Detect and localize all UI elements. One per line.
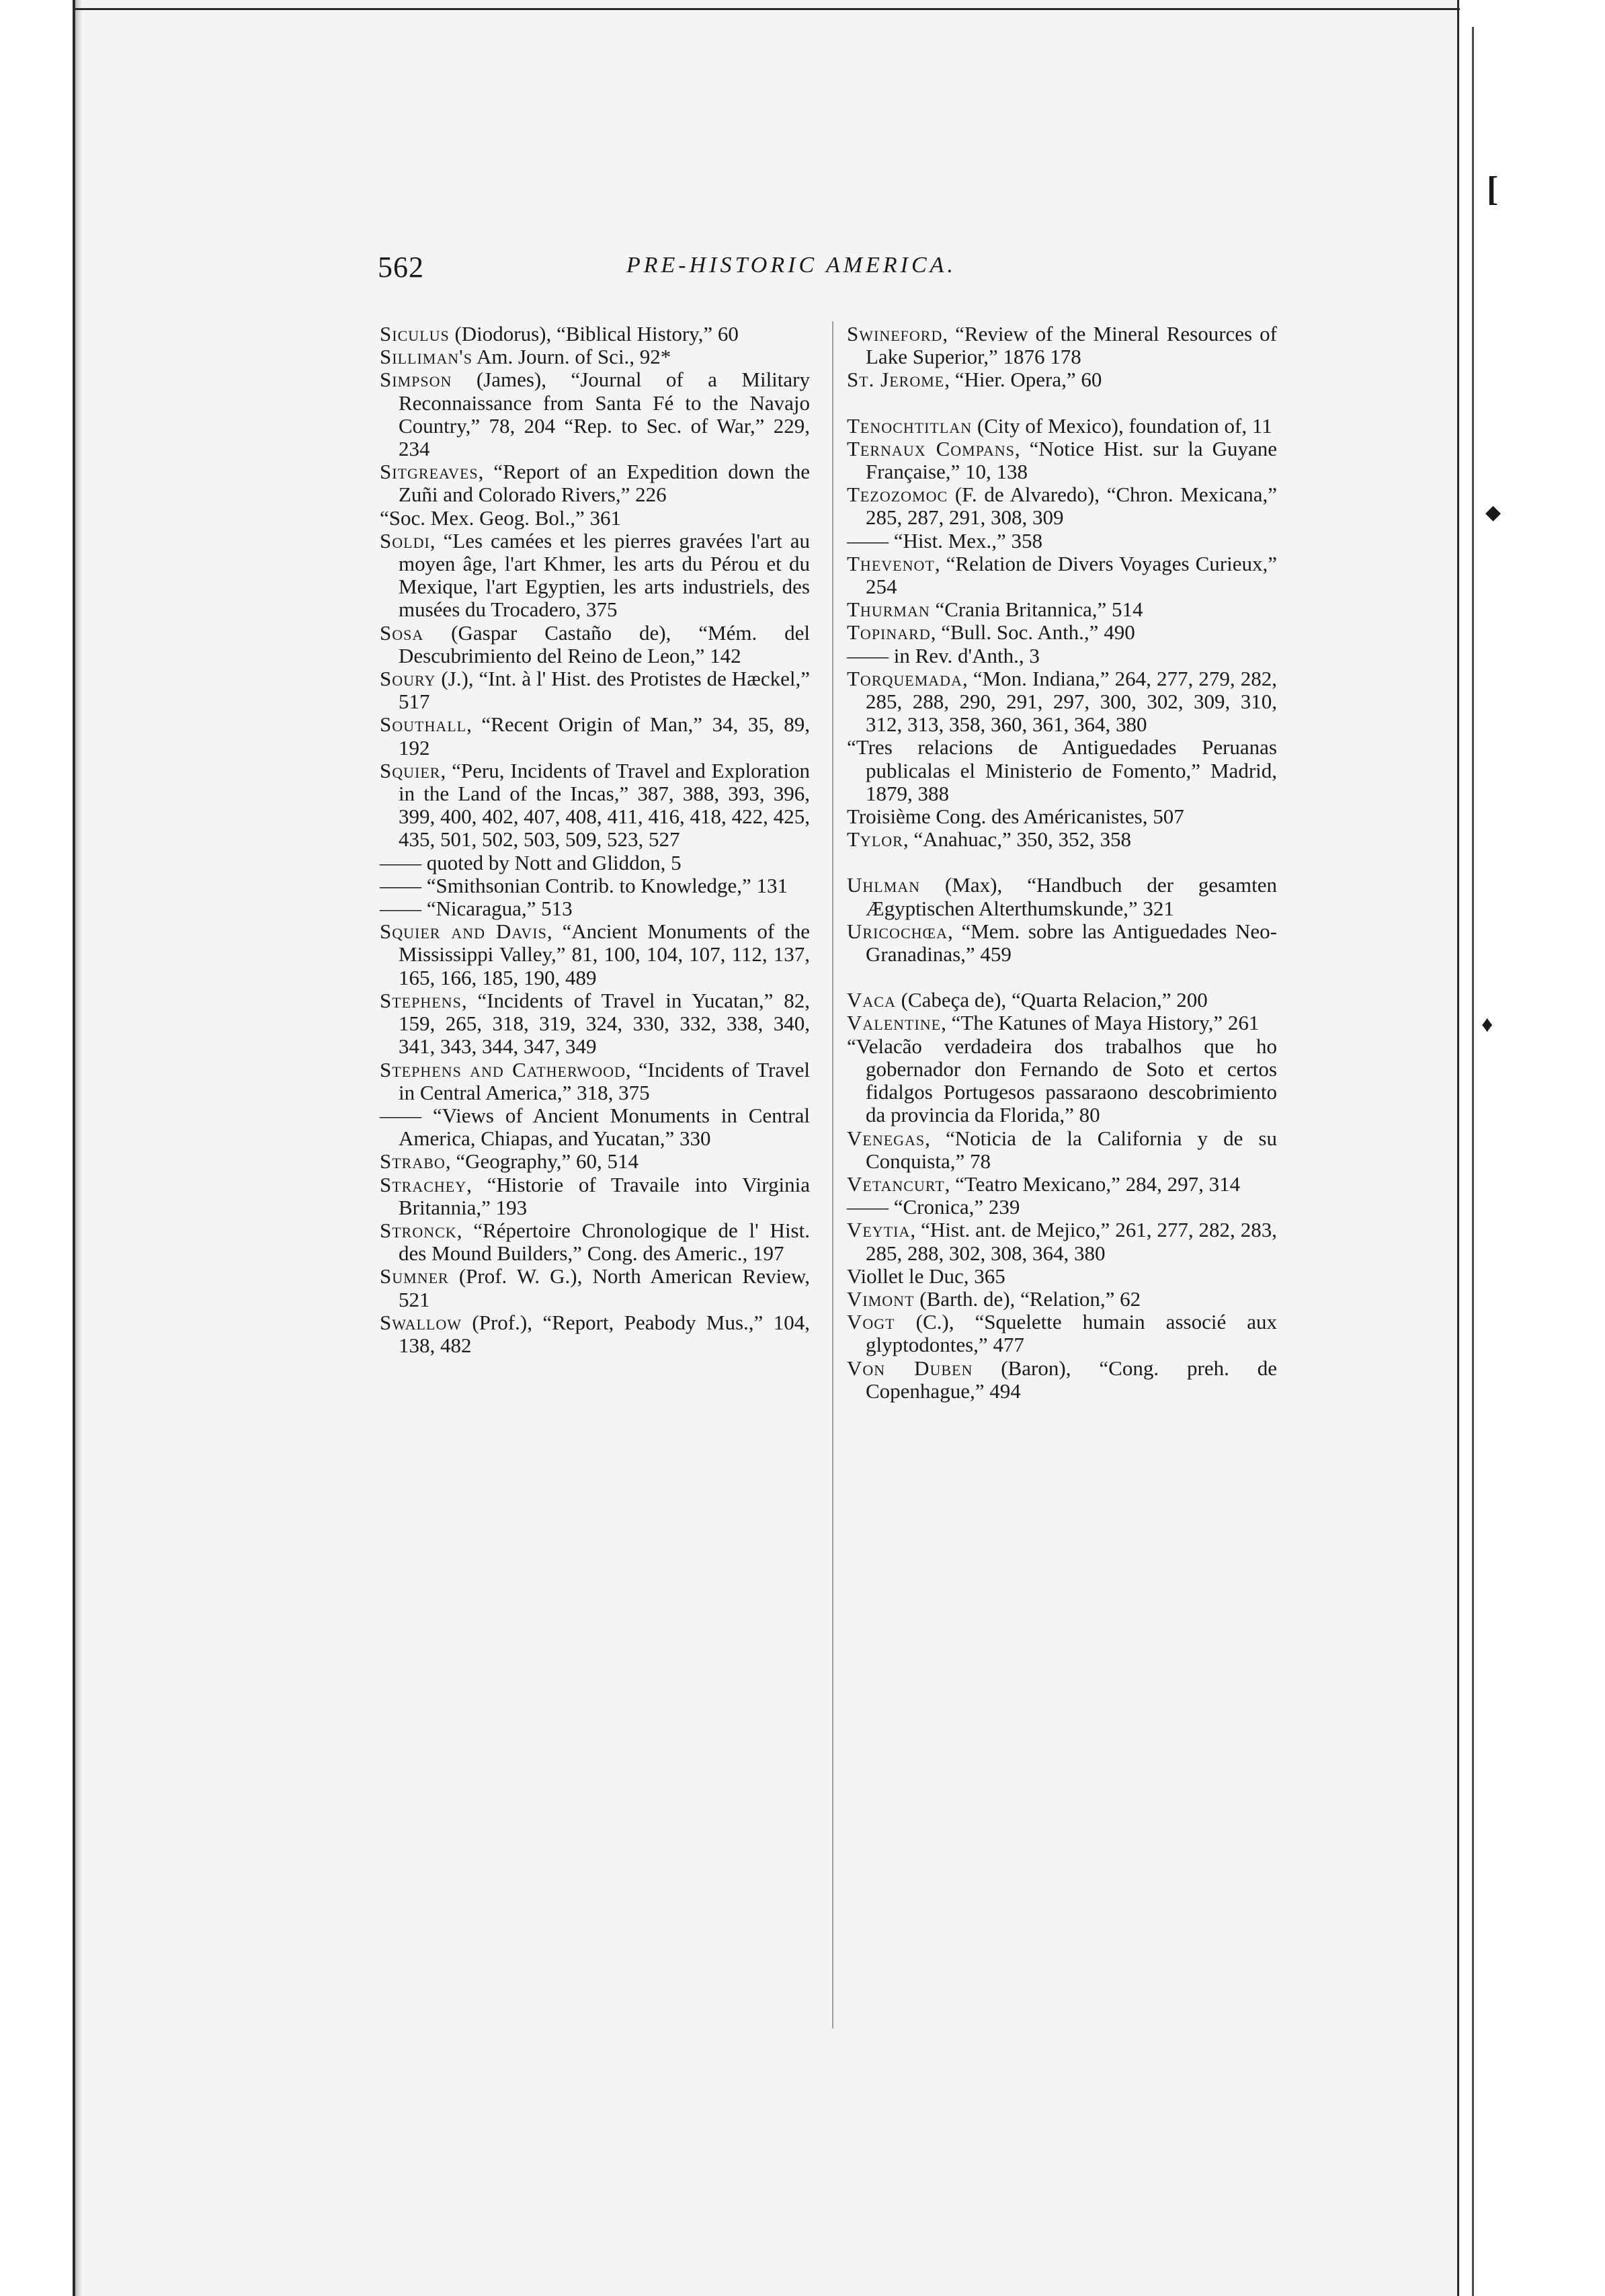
entry-text: —— “Cronica,” 239 bbox=[847, 1195, 1020, 1219]
index-entry bbox=[847, 368, 1277, 391]
entry-text: , “Recent Origin of Man,” 34, 35, 89, 192 bbox=[399, 712, 810, 760]
scan-mark: ♦ bbox=[1481, 1012, 1493, 1037]
index-entry bbox=[847, 805, 1277, 828]
entry-heading: Squier bbox=[380, 758, 441, 782]
entry-text: , “Review of the Mineral Resources of Lake Superior,” 1876 178 bbox=[866, 322, 1277, 369]
index-subentry bbox=[847, 530, 1277, 552]
entry-text: , “Historie of Travaile into Virginia Britannia,” 193 bbox=[399, 1172, 810, 1219]
entry-text: —— quoted by Nott and Gliddon, 5 bbox=[380, 850, 682, 874]
index-subentry bbox=[380, 897, 810, 920]
entry-text: , “Incidents of Travel in Yucatan,” 82, 159, 265, 318, 319, 324, 330, 332, 338, 340, 341, 343, 344, 347, 349 bbox=[399, 988, 810, 1059]
index-entry bbox=[847, 1173, 1277, 1196]
index-entry bbox=[380, 1150, 810, 1173]
entry-text: , “Les camées et les pierres gravées l'art au moyen âge, l'art Khmer, les arts du Pérou et du Mexique, l'art Egyptien, les arts industriels, des musées du Trocadero, 375 bbox=[399, 528, 810, 622]
index-entry bbox=[847, 667, 1277, 737]
entry-text: , “Hist. ant. de Mejico,” 261, 277, 282, 283, 285, 288, 302, 308, 364, 380 bbox=[866, 1218, 1277, 1265]
index-entry bbox=[847, 483, 1277, 529]
index-entry bbox=[847, 736, 1277, 805]
entry-text: (Gaspar Castaño de), “Mém. del Descubrimiento del Reino de Leon,” 142 bbox=[399, 620, 810, 667]
entry-text: (Barth. de), “Relation,” 62 bbox=[914, 1286, 1141, 1311]
index-entry bbox=[380, 622, 810, 667]
index-entry bbox=[380, 1265, 810, 1311]
entry-text: —— “Nicaragua,” 513 bbox=[380, 897, 573, 921]
index-entry bbox=[380, 1311, 810, 1357]
entry-text: , “Hier. Opera,” 60 bbox=[944, 368, 1102, 392]
entry-text: , “Incidents of Travel in Central America,” 318, 375 bbox=[399, 1057, 810, 1104]
entry-heading: Ternaux Compans bbox=[847, 436, 1015, 460]
entry-text: , “Ancient Monuments of the Mississippi Valley,” 81, 100, 104, 107, 112, 137, 165, 166, 185, 190, 489 bbox=[399, 919, 810, 989]
index-subentry bbox=[380, 874, 810, 897]
index-entry bbox=[847, 552, 1277, 598]
entry-heading: Tenochtitlan bbox=[847, 413, 973, 438]
running-head: PRE-HISTORIC AMERICA. bbox=[626, 253, 956, 278]
entry-text: , “Anahuac,” 350, 352, 358 bbox=[903, 827, 1132, 852]
entry-heading: Tezozomoc bbox=[847, 483, 948, 507]
entry-text: , “Mem. sobre las Antiguedades Neo-Granadinas,” 459 bbox=[866, 919, 1277, 967]
entry-text: Am. Journ. of Sci., 92* bbox=[472, 345, 671, 369]
page-header bbox=[378, 250, 1281, 290]
entry-heading: Strabo bbox=[380, 1149, 446, 1174]
index-entry bbox=[380, 507, 810, 530]
index-column-right bbox=[847, 323, 1277, 1403]
entry-text: Troisième Cong. des Américanistes, 507 bbox=[847, 805, 1184, 829]
index-entry bbox=[847, 621, 1277, 644]
entry-heading: Stephens bbox=[380, 988, 462, 1012]
entry-heading: Uricochœa bbox=[847, 919, 948, 943]
entry-text: (Max), “Handbuch der gesamten Ægyptischen Alterthumskunde,” 321 bbox=[866, 873, 1277, 920]
index-entry bbox=[380, 530, 810, 622]
entry-text: (Prof.), “Report, Peabody Mus.,” 104, 138, 482 bbox=[399, 1310, 810, 1357]
entry-heading: Swallow bbox=[380, 1310, 462, 1334]
entry-heading: Vaca bbox=[847, 988, 896, 1012]
entry-text: , “Geography,” 60, 514 bbox=[445, 1149, 639, 1174]
index-entry bbox=[380, 345, 810, 368]
index-entry bbox=[380, 368, 810, 460]
entry-text: Viollet le Duc, 365 bbox=[847, 1264, 1005, 1288]
index-subentry bbox=[380, 852, 810, 874]
entry-text: —— “Smithsonian Contrib. to Knowledge,” 131 bbox=[380, 873, 788, 897]
entry-text: (Baron), “Cong. preh. de Copenhague,” 494 bbox=[866, 1356, 1278, 1403]
index-entry bbox=[380, 460, 810, 506]
entry-heading: St. Jerome bbox=[847, 368, 945, 392]
entry-heading: Sosa bbox=[380, 620, 424, 645]
entry-text: —— “Views of Ancient Monuments in Central America, Chiapas, and Yucatan,” 330 bbox=[380, 1103, 810, 1151]
entry-heading: Venegas bbox=[847, 1126, 925, 1150]
binding-shadow bbox=[75, 0, 82, 2296]
entry-text: , “Mon. Indiana,” 264, 277, 279, 282, 285, 288, 290, 291, 297, 300, 302, 309, 310, 312, 313, 358, 360, 361, 364, 380 bbox=[866, 666, 1277, 737]
page-top-edge bbox=[75, 8, 1460, 10]
index-entry bbox=[847, 989, 1277, 1012]
entry-text: “Soc. Mex. Geog. Bol.,” 361 bbox=[380, 505, 622, 530]
index-entry bbox=[847, 920, 1277, 966]
index-entry bbox=[847, 1219, 1277, 1264]
index-entry bbox=[847, 438, 1277, 483]
entry-text: , “Notice Hist. sur la Guyane Française,” 10, 138 bbox=[866, 436, 1277, 484]
index-entry bbox=[847, 874, 1277, 919]
index-subentry bbox=[847, 1196, 1277, 1219]
entry-heading: Topinard bbox=[847, 620, 931, 645]
entry-heading: Torquemada bbox=[847, 666, 962, 690]
entry-text: “Crania Britannica,” 514 bbox=[930, 598, 1143, 622]
entry-heading: Sumner bbox=[380, 1264, 449, 1288]
entry-heading: Tylor bbox=[847, 827, 903, 852]
index-entry bbox=[380, 667, 810, 713]
index-entry bbox=[847, 323, 1277, 368]
entry-text: , “Répertoire Chronologique de l' Hist. des Mound Builders,” Cong. des Americ., 197 bbox=[399, 1218, 810, 1266]
index-entry bbox=[380, 1174, 810, 1219]
entry-text: —— “Hist. Mex.,” 358 bbox=[847, 528, 1043, 552]
entry-heading: Vimont bbox=[847, 1286, 915, 1311]
entry-heading: Strachey bbox=[380, 1172, 467, 1196]
scan-mark: [ bbox=[1487, 170, 1499, 208]
entry-text: (J.), “Int. à l' Hist. des Protistes de Hæckel,” 517 bbox=[399, 667, 810, 714]
index-entry bbox=[380, 713, 810, 759]
index-entry bbox=[847, 1311, 1277, 1356]
entry-text: —— in Rev. d'Anth., 3 bbox=[847, 643, 1040, 667]
entry-text: (City of Mexico), foundation of, 11 bbox=[972, 413, 1272, 438]
index-entry bbox=[380, 1219, 810, 1265]
entry-heading: Stronck bbox=[380, 1218, 457, 1242]
entry-text: (Prof. W. G.), North American Review, 521 bbox=[399, 1264, 810, 1311]
index-entry bbox=[847, 1357, 1277, 1403]
entry-text: “Velacão verdadeira dos trabalhos que ho gobernador don Fernando de Soto et certos fidalgos Portugesos passaraono descobrimiento da provincia da Florida,” 80 bbox=[847, 1034, 1277, 1127]
entry-heading: Veytia bbox=[847, 1218, 911, 1242]
index-entry bbox=[380, 920, 810, 989]
entry-heading: Squier and Davis bbox=[380, 919, 547, 944]
index-entry bbox=[380, 989, 810, 1059]
entry-text: (F. de Alvaredo), “Chron. Mexicana,” 285, 287, 291, 308, 309 bbox=[866, 483, 1277, 530]
entry-heading: Vetancurt bbox=[847, 1172, 945, 1196]
entry-text: “Tres relacions de Antiguedades Peruanas publicalas el Ministerio de Fomento,” Madrid, 1879, 388 bbox=[847, 735, 1277, 805]
entry-heading: Swineford bbox=[847, 322, 943, 345]
column-divider bbox=[832, 321, 833, 2028]
index-entry bbox=[380, 1059, 810, 1104]
index-entry bbox=[847, 1012, 1277, 1034]
entry-heading: Uhlman bbox=[847, 873, 921, 897]
entry-heading: Soldi bbox=[380, 528, 430, 552]
entry-heading: Thevenot bbox=[847, 551, 935, 575]
index-entry bbox=[380, 323, 810, 345]
scan-mark: ◆ bbox=[1485, 501, 1501, 524]
entry-text: , “Teatro Mexicano,” 284, 297, 314 bbox=[944, 1172, 1241, 1196]
index-column-left bbox=[380, 323, 810, 1357]
page-right-edge bbox=[1457, 0, 1459, 2296]
entry-text: , “Peru, Incidents of Travel and Exploration in the Land of the Incas,” 387, 388, 393, 396, 399, 400, 402, 407, 408, 411, 416, 418, 422, 425, 435, 501, 502, 503, 509, 523, 527 bbox=[399, 758, 810, 852]
entry-heading: Valentine bbox=[847, 1011, 942, 1035]
entry-text: , “The Katunes of Maya History,” 261 bbox=[941, 1011, 1260, 1035]
index-entry bbox=[847, 1127, 1277, 1173]
index-entry bbox=[847, 415, 1277, 438]
entry-heading: Vogt bbox=[847, 1310, 895, 1334]
entry-text: (James), “Journal of a Military Reconnaissance from Santa Fé to the Navajo Country,” 78, 204 “Rep. to Sec. of War,” 229, 234 bbox=[399, 368, 810, 461]
index-entry bbox=[380, 760, 810, 852]
entry-heading: Stephens and Catherwood bbox=[380, 1057, 626, 1081]
entry-text: , “Bull. Soc. Anth.,” 490 bbox=[930, 620, 1135, 645]
scan-outer-edge bbox=[1472, 27, 1474, 2296]
index-entry bbox=[847, 1288, 1277, 1311]
entry-heading: Thurman bbox=[847, 598, 930, 622]
entry-heading: Von Duben bbox=[847, 1356, 973, 1380]
index-entry bbox=[847, 1035, 1277, 1127]
entry-text: (C.), “Squelette humain associé aux glyptodontes,” 477 bbox=[866, 1310, 1277, 1357]
index-subentry bbox=[847, 645, 1277, 667]
entry-heading: Southall bbox=[380, 712, 467, 737]
page-number: 562 bbox=[378, 251, 424, 284]
entry-heading: Silliman's bbox=[380, 345, 472, 369]
entry-heading: Siculus bbox=[380, 322, 450, 345]
entry-heading: Sitgreaves bbox=[380, 460, 479, 484]
entry-text: (Diodorus), “Biblical History,” 60 bbox=[449, 322, 739, 345]
entry-heading: Soury bbox=[380, 667, 436, 691]
index-entry bbox=[847, 828, 1277, 851]
entry-text: , “Noticia de la California y de su Conquista,” 78 bbox=[866, 1126, 1277, 1173]
entry-text: , “Report of an Expedition down the Zuñi and Colorado Rivers,” 226 bbox=[399, 460, 810, 507]
index-entry bbox=[847, 598, 1277, 621]
entry-text: (Cabeça de), “Quarta Relacion,” 200 bbox=[895, 988, 1208, 1012]
entry-text: , “Relation de Divers Voyages Curieux,” 254 bbox=[866, 551, 1277, 599]
index-entry bbox=[847, 1265, 1277, 1288]
index-subentry bbox=[380, 1104, 810, 1150]
entry-heading: Simpson bbox=[380, 368, 452, 392]
